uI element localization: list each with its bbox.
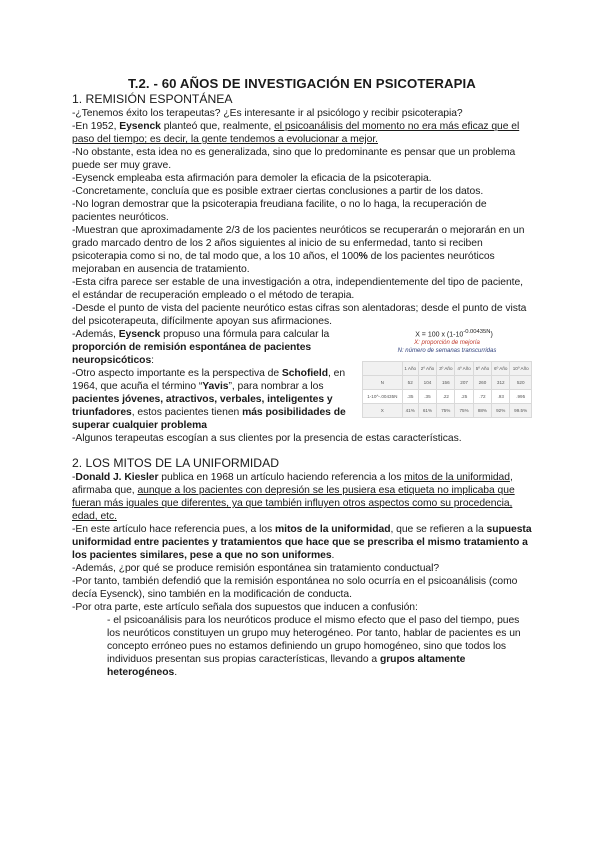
formula-main: X = 100 x (1-10	[415, 331, 464, 339]
paragraph: -Algunos terapeutas escogían a sus clientes por la presencia de estas características.	[72, 433, 462, 444]
paragraph	[72, 523, 532, 562]
bold-text: más posibilidades de superar cualquier problema	[72, 407, 346, 431]
table-row	[363, 376, 532, 390]
paragraph: -Además, ¿por qué se produce remisión espontánea sin tratamiento conductual?	[72, 563, 440, 574]
table-cell: 41%	[402, 404, 418, 418]
bold-text: mitos de la uniformidad	[274, 524, 391, 535]
section-1-heading: 1. REMISIÓN ESPONTÁNEA	[72, 92, 233, 106]
legend-n: N: número de semanas transcurridas	[397, 348, 497, 355]
formula-block	[72, 328, 532, 432]
table-cell: .22	[437, 390, 455, 404]
paragraph: -¿Tenemos éxito los terapeutas? ¿Es interesante ir al psicólogo y recibir psicoterapia?	[72, 108, 463, 119]
paragraph	[72, 471, 532, 523]
paragraph	[72, 328, 357, 367]
table-row	[363, 404, 532, 418]
table-header-cell: 1 Año	[402, 362, 418, 376]
bold-text: pacientes jóvenes, atractivos, verbales, inteligentes y triunfadores	[72, 394, 333, 418]
paragraph: -No obstante, esta idea no es generalizada, sino que lo predominante es pensar que un problema puede ser muy grave.	[72, 147, 516, 171]
table-row	[363, 390, 532, 404]
underlined-text: aunque a los pacientes con depresión se les pusiera esa etiqueta no implicaba que fueran más iguales que diferentes, ya que también influyen otros aspectos como su procedencia, edad, etc.	[72, 485, 515, 522]
table-cell: .35	[418, 390, 436, 404]
table-body	[363, 376, 532, 418]
paragraph: -Eysenck empleaba esta afirmación para demoler la eficacia de la psicoterapia.	[72, 173, 432, 184]
table-cell: 75%	[437, 404, 455, 418]
bold-text: grupos altamente heterogéneos	[107, 654, 466, 678]
table-cell: 1-10^-.00435N	[363, 390, 403, 404]
formula-end: )	[490, 331, 493, 339]
paragraph: -Concretamente, concluía que es posible extraer ciertas conclusiones a partir de los datos.	[72, 186, 484, 197]
paragraph: -No logran demostrar que la psicoterapia freudiana facilite, o no lo haga, la recuperación de pacientes neuróticos.	[72, 199, 487, 223]
legend-x: X: proporción de mejoría	[414, 340, 480, 347]
table-header-cell: 2º Año	[418, 362, 436, 376]
table-cell: N	[363, 376, 403, 390]
underlined-text: mitos de la uniformidad	[404, 472, 510, 483]
formula-figure	[362, 328, 532, 418]
formula-legend	[362, 339, 532, 355]
spacer	[72, 445, 532, 456]
text: planteó que, realmente,	[160, 121, 275, 132]
table-header-cell	[363, 362, 403, 376]
table-header-cell: 4º Año	[455, 362, 473, 376]
bold-text: %	[358, 251, 368, 262]
document-title: T.2. - 60 AÑOS DE INVESTIGACIÓN EN PSICOTERAPIA	[128, 76, 476, 91]
author-name: Eysenck	[118, 329, 161, 340]
author-name: Donald J. Kiesler	[75, 472, 159, 483]
table-cell: 61%	[418, 404, 436, 418]
table-cell: 52	[402, 376, 418, 390]
paragraph	[72, 367, 357, 432]
table-cell: 92%	[492, 404, 510, 418]
document-page	[72, 76, 532, 679]
table-cell: 75%	[455, 404, 473, 418]
text: propuso una fórmula para calcular la	[160, 329, 330, 340]
table-cell: 312	[492, 376, 510, 390]
text: .	[331, 550, 335, 561]
table-cell: .72	[473, 390, 491, 404]
text: , afirmaba que,	[72, 472, 513, 496]
table-cell: X	[363, 404, 403, 418]
text: publica en 1968 un artículo haciendo referencia a los	[158, 472, 405, 483]
table-cell: 520	[510, 376, 532, 390]
table-header-row	[363, 362, 532, 376]
formula	[362, 328, 532, 339]
table-header-cell: 5º Año	[473, 362, 491, 376]
bold-text: supuesta uniformidad entre pacientes y tratamientos que hace que se prescriba el mismo tratamiento a los pacientes similares, pese a que no son uniformes	[72, 524, 532, 561]
table-cell: 99.5%	[510, 404, 532, 418]
section-2-heading: 2. LOS MITOS DE LA UNIFORMIDAD	[72, 456, 280, 470]
text: .	[174, 667, 178, 678]
table-cell: .93	[492, 390, 510, 404]
text: ”, para nombrar a los	[228, 381, 324, 392]
text: de los pacientes neuróticos mejoraban en ausencia de tratamiento.	[72, 251, 495, 275]
table-cell: 104	[418, 376, 436, 390]
paragraph	[72, 224, 532, 276]
table-header-cell: 6º Año	[492, 362, 510, 376]
bold-text: proporción de remisión espontánea de pacientes neuropsicóticos	[72, 342, 312, 366]
table-header-cell: 10º Año	[510, 362, 532, 376]
text: -Muestran que aproximadamente 2/3 de los pacientes neuróticos se recuperarán o mejorarán en un grado marcado dentro de los 2 años siguientes al inicio de su enfermedad, tanto si reciben psicoterapia como si no, de tal modo que, a los 10 años, el 100	[72, 225, 525, 262]
table-header-cell: 3º Año	[437, 362, 455, 376]
paragraph: -Por tanto, también defendió que la remisión espontánea no solo ocurría en el psicoanálisis (como decía Eysenck), sino también en la modificación de conducta.	[72, 576, 518, 600]
formula-exponent: -0.00435N	[463, 329, 491, 335]
text: , que se refieren a la	[390, 524, 487, 535]
table-cell: 156	[437, 376, 455, 390]
indented-paragraph	[72, 614, 532, 679]
text: -En 1952,	[72, 121, 120, 132]
paragraph: -Desde el punto de vista del paciente neurótico estas cifras son alentadoras; desde el punto de vista del psicoterapeuta, difícilmente apoyan sus afirmaciones.	[72, 303, 527, 327]
remission-table	[362, 361, 532, 418]
underlined-text: el psicoanálisis del momento no era más eficaz que el paso del tiempo; es decir, la gente tendemos a evolucionar a mejor.	[72, 121, 520, 145]
table-cell: .995	[510, 390, 532, 404]
table-cell: .25	[455, 390, 473, 404]
author-name: Eysenck	[119, 121, 161, 132]
table-cell: .35	[402, 390, 418, 404]
paragraph: -Esta cifra parece ser estable de una investigación a otra, independientemente del tipo de paciente, el estándar de recuperación empleado o el método de terapia.	[72, 277, 523, 301]
table-cell: 207	[455, 376, 473, 390]
paragraph: -Por otra parte, este artículo señala dos supuestos que inducen a confusión:	[72, 602, 418, 613]
table-cell: 88%	[473, 404, 491, 418]
author-name: Schofield	[281, 368, 328, 379]
table-cell: 260	[473, 376, 491, 390]
text: , en 1964, que acuña el término “	[72, 368, 346, 392]
text: -Otro aspecto importante es la perspectiva de	[72, 368, 282, 379]
text: -Además,	[72, 329, 119, 340]
text: -	[72, 472, 76, 483]
text: -En este artículo hace referencia pues, a los	[72, 524, 275, 535]
text: - el psicoanálisis para los neuróticos produce el mismo efecto que el paso del tiempo, pues los neuróticos constituyen un grupo muy heterogéneo. Por tanto, hablar de pacientes es un concepto erróneo pues no estamos definiendo un grupo homogéneo, sino que todos los individuos presentan sus propias características, llevando a	[107, 615, 521, 665]
text: :	[151, 355, 154, 366]
paragraph	[72, 120, 532, 146]
bold-text: Yavis	[202, 381, 229, 392]
text: , estos pacientes tienen	[131, 407, 243, 418]
